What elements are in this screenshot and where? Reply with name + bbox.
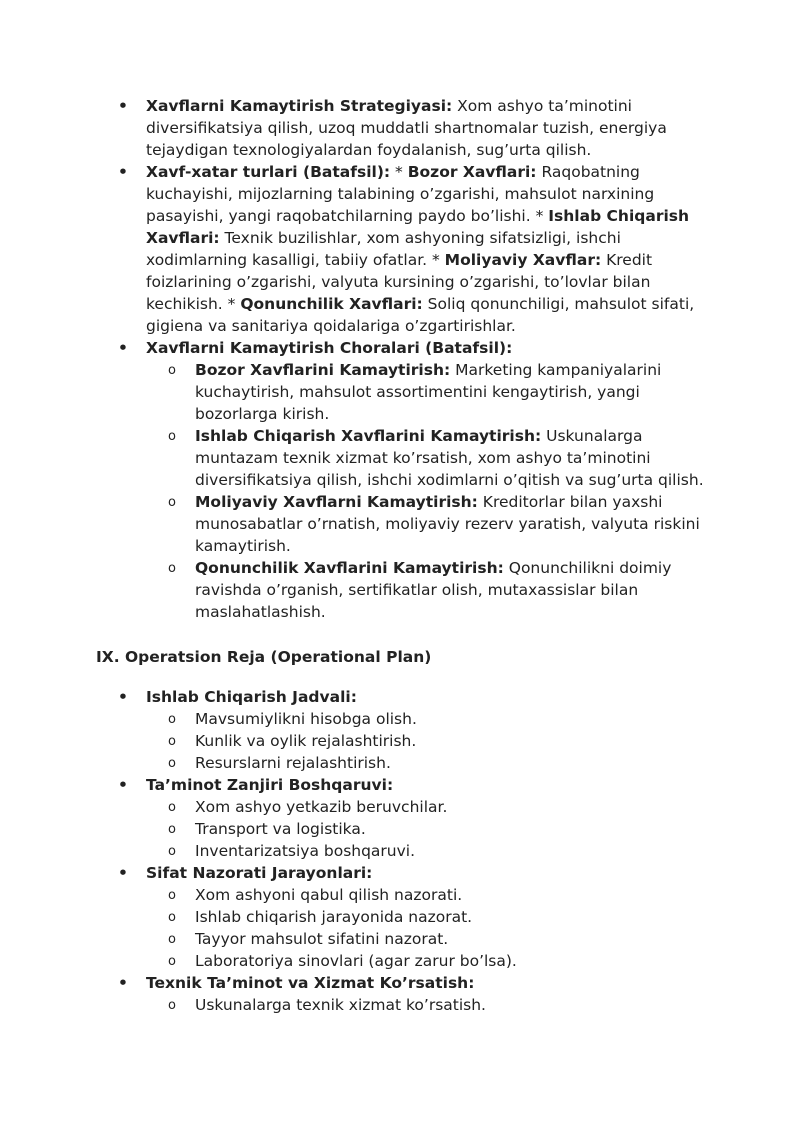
sub-bullet-icon: o — [168, 932, 176, 947]
body-text: Kunlik va oylik rejalashtirish. — [195, 732, 417, 750]
bold-label: Xavf-xatar turlari (Batafsil): — [146, 163, 391, 181]
bold-label: Xavflarni Kamaytirish Choralari (Batafsil): — [146, 339, 513, 357]
bullet-icon: • — [118, 776, 128, 794]
body-text: Marketing kampaniyalarini kuchaytirish, mahsulot assortimentini kengaytirish, yangi bozorlarga kirish. — [195, 361, 662, 423]
body-text: * — [390, 163, 408, 181]
body-text: Tayyor mahsulot sifatini nazorat. — [195, 930, 449, 948]
body-text: Raqobatning kuchayishi, mijozlarning talabining o’zgarishi, mahsulot narxining pasayishi, yangi raqobatchilarning paydo bo’lishi. * — [146, 163, 655, 225]
body-text: Xom ashyo ta’minotini diversifikatsiya qilish, uzoq muddatli shartnomalar tuzish, energiya tejaydigan texnologiyalardan foydalanish, sug’urta qilish. — [146, 97, 667, 159]
sub-list — [0, 884, 800, 972]
sub-bullet-icon: o — [168, 712, 176, 727]
sub-bullet-icon: o — [168, 822, 176, 837]
sub-list-item — [0, 950, 800, 972]
bold-label: Ishlab Chiqarish Xavflari: — [146, 207, 690, 247]
sub-bullet-icon: o — [168, 561, 176, 576]
bullet-icon: • — [118, 97, 128, 115]
body-text: Inventarizatsiya boshqaruvi. — [195, 842, 416, 860]
sub-list-item — [0, 928, 800, 950]
bullet-icon: • — [118, 163, 128, 181]
body-text: Transport va logistika. — [195, 820, 366, 838]
bold-label: Ishlab Chiqarish Xavflarini Kamaytirish: — [195, 427, 542, 445]
risk-list — [0, 95, 800, 623]
operational-plan-list — [0, 686, 800, 1016]
sub-bullet-icon: o — [168, 844, 176, 859]
sub-list-item — [0, 491, 800, 557]
sub-bullet-icon: o — [168, 495, 176, 510]
body-text: Qonunchilikni doimiy ravishda o’rganish, sertifikatlar olish, mutaxassislar bilan maslahatlashish. — [195, 559, 672, 621]
sub-list-item — [0, 884, 800, 906]
list-item — [0, 161, 800, 337]
bullet-icon: • — [118, 974, 128, 992]
bullet-icon: • — [118, 864, 128, 882]
bold-label: Moliyaviy Xavflar: — [444, 251, 602, 269]
body-text: Uskunalarga muntazam texnik xizmat ko’rsatish, xom ashyo ta’minotini diversifikatsiya qilish, ishchi xodimlarni o’qitish va sug’urta qilish. — [195, 427, 704, 489]
section-heading: IX. Operatsion Reja (Operational Plan) — [96, 648, 432, 666]
body-text: Resurslarni rejalashtirish. — [195, 754, 391, 772]
body-text: Ishlab chiqarish jarayonida nazorat. — [195, 908, 473, 926]
sub-bullet-icon: o — [168, 363, 176, 378]
sub-bullet-icon: o — [168, 954, 176, 969]
sub-list-item — [0, 906, 800, 928]
body-text: Xom ashyoni qabul qilish nazorati. — [195, 886, 463, 904]
body-text: Soliq qonunchiligi, mahsulot sifati, gigiena va sanitariya qoidalariga o’zgartirishlar. — [146, 295, 695, 335]
bullet-icon: • — [118, 688, 128, 706]
body-text: Kredit foizlarining o’zgarishi, valyuta kursining o’zgarishi, to’lovlar bilan kechikish. * — [146, 251, 653, 313]
sub-bullet-icon: o — [168, 734, 176, 749]
sub-list-item — [0, 730, 800, 752]
sub-list-item — [0, 840, 800, 862]
list-item — [0, 862, 800, 884]
sub-list-item — [0, 708, 800, 730]
bold-label: Qonunchilik Xavflari: — [240, 295, 423, 313]
body-text: Uskunalarga texnik xizmat ko’rsatish. — [195, 996, 486, 1014]
sub-bullet-icon: o — [168, 888, 176, 903]
sub-bullet-icon: o — [168, 756, 176, 771]
bold-label: Xavflarni Kamaytirish Strategiyasi: — [146, 97, 453, 115]
sub-list-item — [0, 818, 800, 840]
bold-label: Texnik Ta’minot va Xizmat Ko’rsatish: — [146, 974, 475, 992]
bold-label: Bozor Xavflari: — [407, 163, 537, 181]
body-text: Xom ashyo yetkazib beruvchilar. — [195, 798, 448, 816]
sub-list-item — [0, 994, 800, 1016]
bold-label: Bozor Xavflarini Kamaytirish: — [195, 361, 451, 379]
list-item — [0, 972, 800, 994]
sub-list-item — [0, 359, 800, 425]
body-text: Laboratoriya sinovlari (agar zarur bo’lsa). — [195, 952, 517, 970]
body-text: Texnik buzilishlar, xom ashyoning sifatsizligi, ishchi xodimlarning kasalligi, tabiiy ofatlar. * — [146, 229, 621, 269]
list-item — [0, 337, 800, 359]
sub-bullet-icon: o — [168, 998, 176, 1013]
sub-list — [0, 708, 800, 774]
sub-list-item — [0, 425, 800, 491]
bold-label: Sifat Nazorati Jarayonlari: — [146, 864, 373, 882]
sub-list — [0, 796, 800, 862]
sub-bullet-icon: o — [168, 910, 176, 925]
body-text: Kreditorlar bilan yaxshi munosabatlar o’rnatish, moliyaviy rezerv yaratish, valyuta riskini kamaytirish. — [195, 493, 700, 555]
sub-list-item — [0, 752, 800, 774]
bullet-icon: • — [118, 339, 128, 357]
sub-list-item — [0, 796, 800, 818]
sub-list-item — [0, 557, 800, 623]
bold-label: Qonunchilik Xavflarini Kamaytirish: — [195, 559, 504, 577]
list-item — [0, 774, 800, 796]
body-text: Mavsumiylikni hisobga olish. — [195, 710, 417, 728]
bold-label: Ta’minot Zanjiri Boshqaruvi: — [146, 776, 394, 794]
sub-bullet-icon: o — [168, 800, 176, 815]
sub-list — [0, 994, 800, 1016]
bold-label: Ishlab Chiqarish Jadvali: — [146, 688, 357, 706]
bold-label: Moliyaviy Xavflarni Kamaytirish: — [195, 493, 478, 511]
sub-bullet-icon: o — [168, 429, 176, 444]
list-item — [0, 686, 800, 708]
sub-list — [0, 359, 800, 623]
list-item — [0, 95, 800, 161]
